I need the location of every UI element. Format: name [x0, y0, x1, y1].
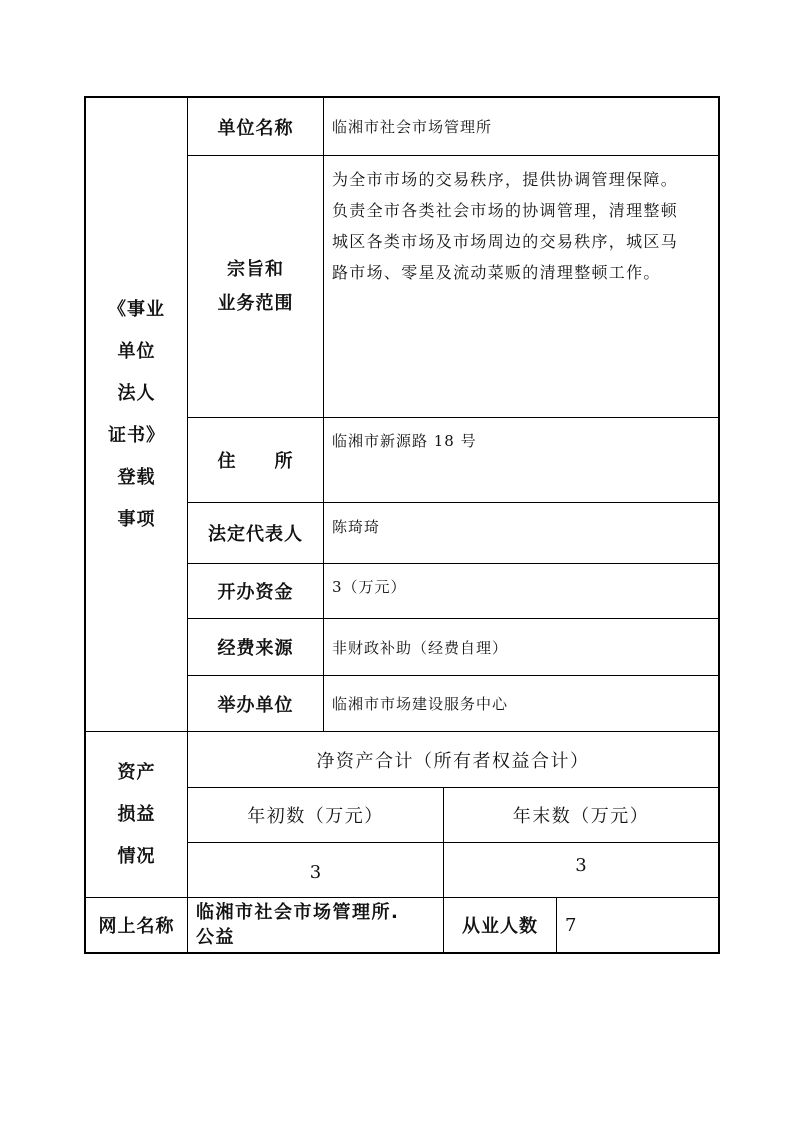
sponsor-value: 临湘市市场建设服务中心	[332, 695, 509, 713]
legal-rep-value: 陈琦琦	[332, 518, 381, 536]
online-name-line: 临湘市社会市场管理所.	[196, 902, 400, 923]
section-label-line: 登载	[117, 467, 156, 488]
table-border-bottom	[84, 952, 720, 954]
section-label-line: 单位	[117, 341, 156, 362]
scope-value-line: 路市场、零星及流动菜贩的清理整顿工作。	[332, 263, 661, 282]
unit-name-label: 单位名称	[217, 117, 294, 139]
legal-rep-label: 法定代表人	[208, 524, 303, 545]
section-label-line: 法人	[117, 383, 156, 404]
assets-section-label	[86, 732, 187, 897]
end-year-header: 年末数（万元）	[512, 806, 650, 827]
address-label: 住 所	[217, 451, 294, 472]
funds-label: 开办资金	[217, 582, 294, 603]
scope-label-line: 业务范围	[217, 292, 294, 314]
section-label-line: 事项	[117, 509, 156, 530]
assets-label-line: 情况	[117, 845, 156, 867]
section-label-line: 证书》	[108, 425, 165, 446]
scope-label	[188, 156, 323, 417]
row-line	[187, 842, 720, 843]
funding-source-value: 非财政补助（经费自理）	[332, 638, 509, 657]
col-line	[556, 897, 557, 952]
unit-name-value: 临湘市社会市场管理所	[332, 118, 493, 136]
col-line	[323, 96, 324, 732]
sponsor-label: 举办单位	[217, 694, 294, 716]
scope-value-line: 城区各类市场及市场周边的交易秩序，城区马	[332, 232, 679, 251]
funds-value: 3（万元）	[332, 578, 407, 596]
end-year-value: 3	[575, 854, 587, 876]
online-name-line: 公益	[196, 927, 235, 948]
registration-section-label	[86, 290, 187, 540]
funding-source-label: 经费来源	[217, 638, 294, 659]
scope-value-line: 为全市市场的交易秩序，提供协调管理保障。	[332, 170, 679, 189]
staff-count-label: 从业人数	[462, 916, 538, 937]
address-value: 临湘市新源路 18 号	[332, 432, 477, 450]
net-assets-header: 净资产合计（所有者权益合计）	[316, 750, 590, 772]
scope-value	[332, 160, 718, 410]
assets-label-line: 损益	[117, 803, 156, 825]
section-label-line: 《事业	[108, 299, 165, 320]
scope-label-line: 宗旨和	[227, 258, 284, 280]
staff-count-value: 7	[565, 914, 577, 936]
begin-year-value: 3	[309, 861, 322, 883]
online-name-value	[196, 898, 443, 952]
table-border-right	[718, 96, 720, 954]
online-name-label: 网上名称	[98, 916, 175, 937]
assets-label-line: 资产	[117, 761, 156, 783]
scope-value-line: 负责全市各类社会市场的协调管理，清理整顿	[332, 201, 679, 220]
begin-year-header: 年初数（万元）	[247, 806, 384, 827]
